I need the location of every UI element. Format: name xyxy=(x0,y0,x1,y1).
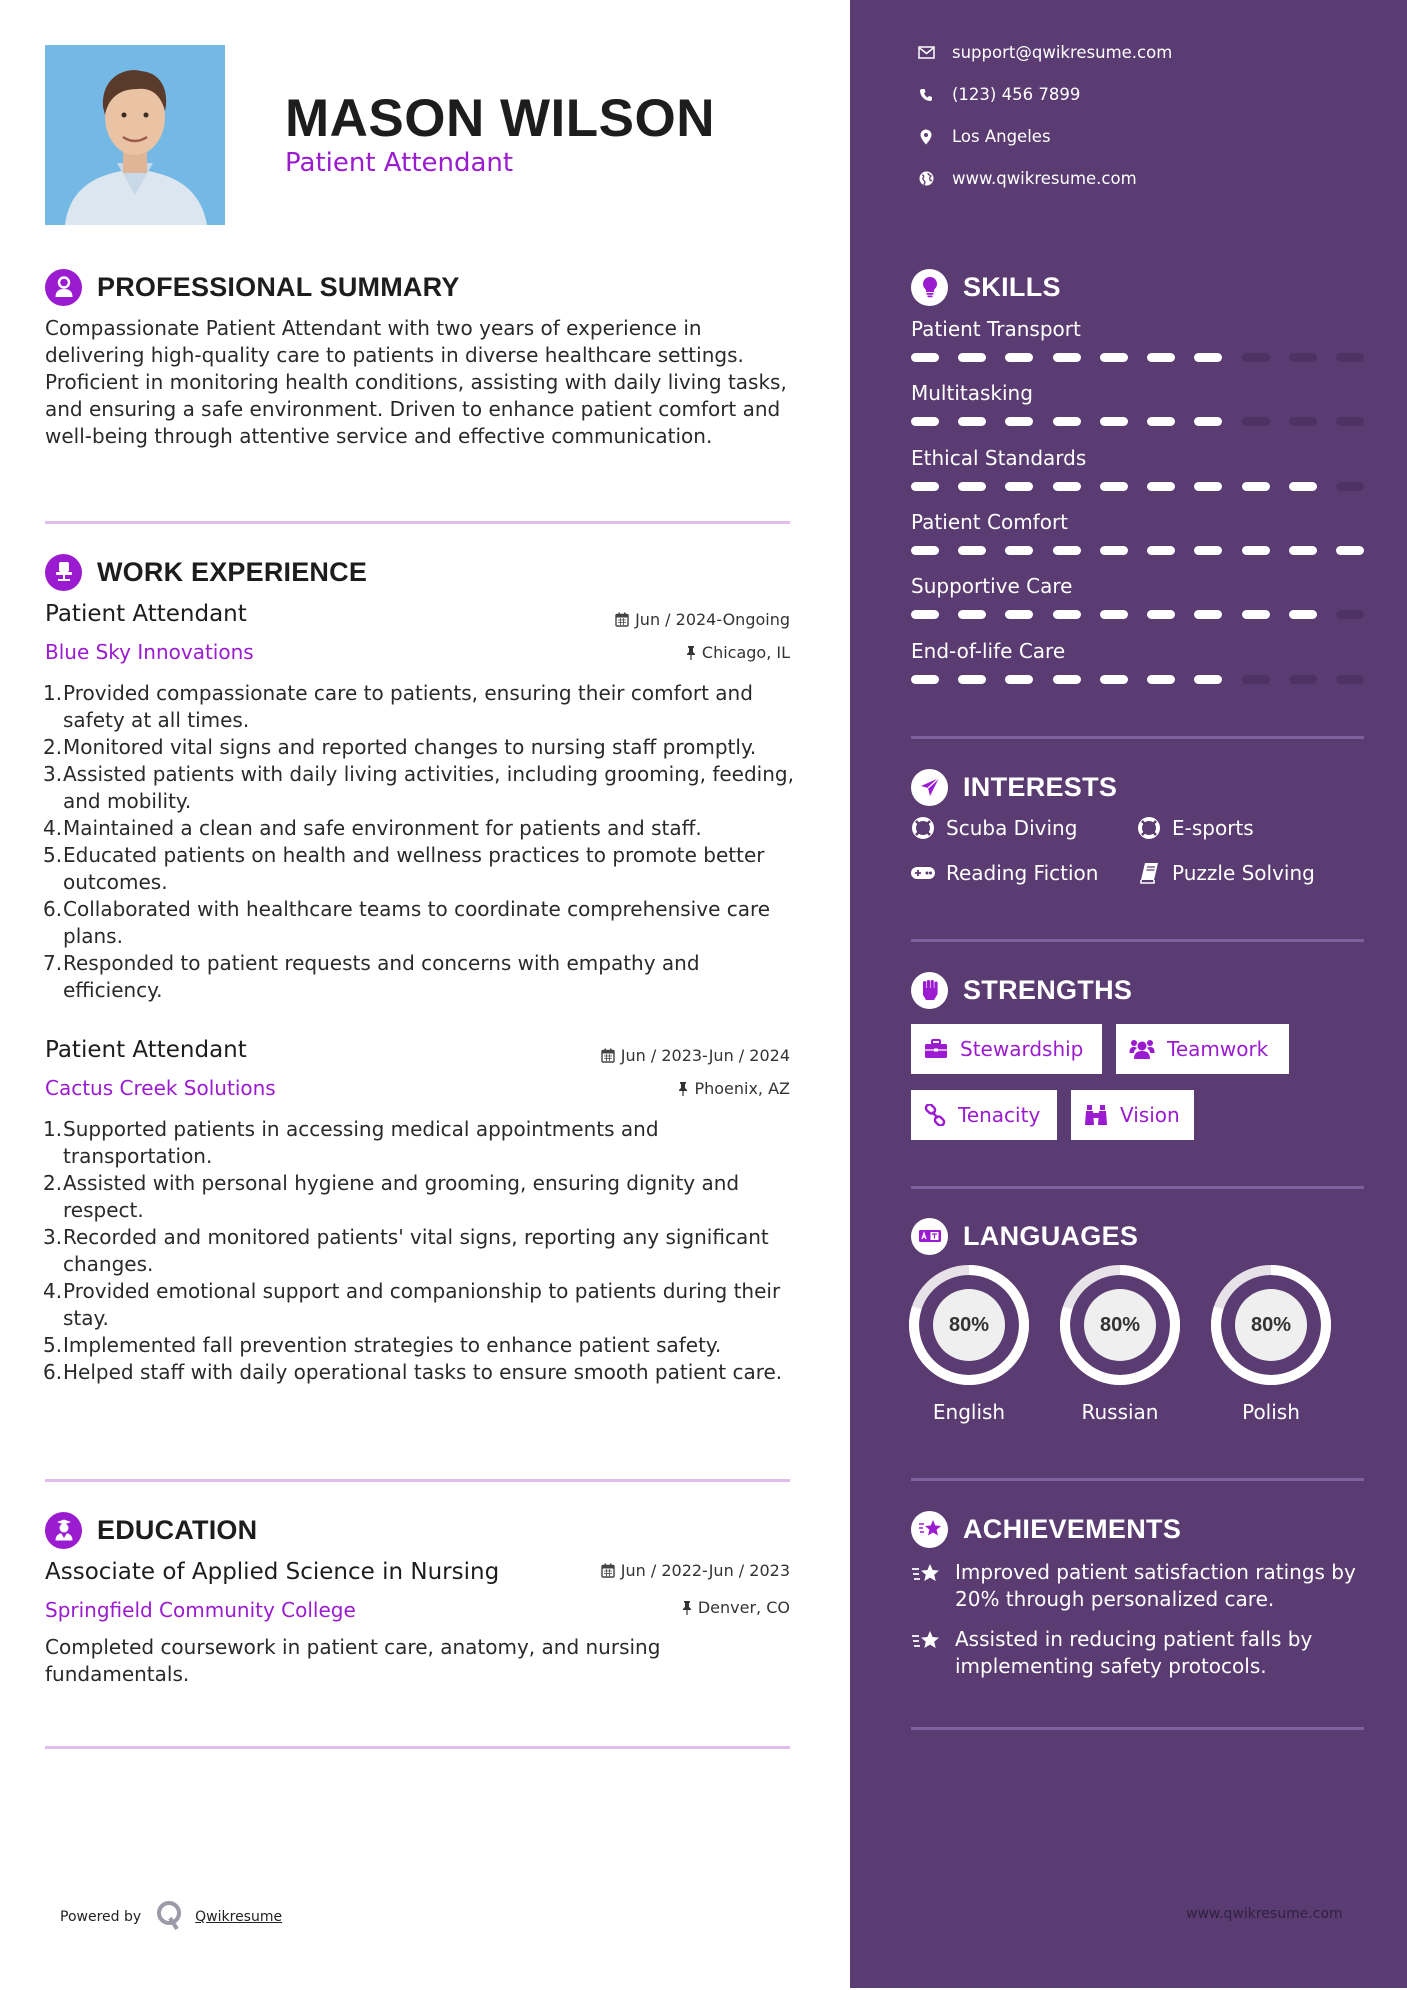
strength-tag: Vision xyxy=(1071,1090,1194,1140)
skill-meter xyxy=(911,546,1364,556)
contact-phone xyxy=(917,85,1080,104)
powered-by-label: Powered by xyxy=(60,1909,142,1925)
strength-tag: Tenacity xyxy=(911,1090,1057,1140)
skill-dash-filled xyxy=(1242,546,1270,555)
list-item: 6. Helped staff with daily operational tasks to ensure smooth patient care. xyxy=(43,1360,783,1384)
experience-heading xyxy=(45,553,367,591)
skill-dash-filled xyxy=(1100,546,1128,555)
skill-dash-filled xyxy=(1053,353,1081,362)
skill-dash-empty xyxy=(1336,675,1364,684)
skill-dash-filled xyxy=(1242,610,1270,619)
skill-dash-filled xyxy=(911,675,939,684)
skill-meter xyxy=(911,482,1364,492)
interest-item: Reading Fiction xyxy=(910,861,1098,885)
skill-dash-empty xyxy=(1289,675,1317,684)
skill-dash-filled xyxy=(1053,482,1081,491)
languages-heading xyxy=(911,1217,1138,1255)
section-divider xyxy=(45,1479,790,1482)
language-name: Polish xyxy=(1242,1400,1300,1424)
skill-dash-filled xyxy=(958,353,986,362)
language-progress-ring xyxy=(908,1264,1030,1386)
list-item: 1. Provided compassionate care to patients, ensuring their comfort and safety at all times. xyxy=(43,681,753,732)
interests-heading xyxy=(911,768,1117,806)
website-text[interactable]: www.qwikresume.com xyxy=(952,169,1137,188)
language-icon xyxy=(911,1218,948,1255)
skill-dash-filled xyxy=(958,482,986,491)
calendar-icon xyxy=(601,1048,615,1063)
degree-title: Associate of Applied Science in Nursing xyxy=(45,1559,500,1585)
skill-dash-filled xyxy=(1194,417,1222,426)
skill-dash-filled xyxy=(911,353,939,362)
skill-dash-filled xyxy=(1194,353,1222,362)
job-location-text: Chicago, IL xyxy=(701,643,790,662)
skill-dash-filled xyxy=(911,610,939,619)
language-name: English xyxy=(932,1400,1006,1424)
binoculars-icon xyxy=(1084,1104,1108,1126)
strengths-heading xyxy=(911,971,1132,1009)
skill-meter xyxy=(911,353,1364,363)
email-text[interactable]: support@qwikresume.com xyxy=(952,43,1173,62)
skill-dash-filled xyxy=(1053,417,1081,426)
list-item: 2. Monitored vital signs and reported changes to nursing staff promptly. xyxy=(43,735,757,759)
section-divider xyxy=(911,1727,1364,1730)
skill-dash-empty xyxy=(1242,417,1270,426)
skill-dash-filled xyxy=(1194,482,1222,491)
qwikresume-link[interactable]: Qwikresume xyxy=(195,1909,283,1925)
language-item xyxy=(1058,1264,1182,1424)
paper-plane-icon xyxy=(911,769,948,806)
interest-item: Scuba Diving xyxy=(910,816,1077,840)
pushpin-icon xyxy=(686,645,696,660)
strength-tag: Teamwork xyxy=(1116,1024,1289,1074)
language-item xyxy=(907,1264,1031,1424)
skill-dash-filled xyxy=(1194,675,1222,684)
life-ring-icon xyxy=(910,817,936,839)
link-icon xyxy=(924,1104,946,1126)
education-title: EDUCATION xyxy=(97,1514,258,1545)
skill-dash-filled xyxy=(1242,482,1270,491)
users-icon xyxy=(1129,1038,1155,1060)
summary-text: Compassionate Patient Attendant with two years of experience in delivering high-quality care to patients in diverse healthcare settings. Proficient in monitoring health conditions, assisting with daily living tasks, and ensuring a safe environment. Driven to enhance patient comfort and well-being through attentive service and effective communication. xyxy=(45,316,787,448)
calendar-icon xyxy=(601,1563,615,1578)
school-name: Springfield Community College xyxy=(45,1598,356,1622)
contact-website xyxy=(917,169,1137,188)
shooting-star-icon xyxy=(911,1511,948,1548)
interest-item: E-sports xyxy=(1136,816,1254,840)
job-dates-text: Jun / 2024-Ongoing xyxy=(635,610,790,629)
skill-dash-filled xyxy=(1100,353,1128,362)
list-item: 4. Provided emotional support and companionship to patients during their stay. xyxy=(43,1279,781,1330)
skill-dash-filled xyxy=(1289,482,1317,491)
skill-dash-filled xyxy=(1005,675,1033,684)
skill-dash-filled xyxy=(1100,610,1128,619)
language-percent: 80% xyxy=(948,1313,990,1336)
list-item: 3. Recorded and monitored patients' vital signs, reporting any significant changes. xyxy=(43,1225,769,1276)
education-heading xyxy=(45,1511,257,1549)
summary-heading xyxy=(45,268,460,306)
life-ring-icon xyxy=(1136,817,1162,839)
graduate-icon xyxy=(45,1512,82,1549)
skill-dash-empty xyxy=(1242,675,1270,684)
list-item: 3. Assisted patients with daily living activities, including grooming, feeding, and mobility. xyxy=(43,762,794,813)
skill-dash-empty xyxy=(1289,353,1317,362)
company-name: Blue Sky Innovations xyxy=(45,640,254,664)
achievement-item: Assisted in reducing patient falls by implementing safety protocols. xyxy=(911,1626,1371,1680)
skill-dash-filled xyxy=(958,546,986,555)
skill-dash-filled xyxy=(1005,353,1033,362)
language-item xyxy=(1209,1264,1333,1424)
skill-dash-empty xyxy=(1289,417,1317,426)
candidate-name: MASON WILSON xyxy=(285,89,715,148)
shooting-star-icon xyxy=(911,1626,941,1680)
skill-dash-filled xyxy=(1005,546,1033,555)
skill-dash-filled xyxy=(1147,546,1175,555)
skill-dash-filled xyxy=(1194,546,1222,555)
section-divider xyxy=(911,939,1364,942)
office-chair-icon xyxy=(45,554,82,591)
section-divider xyxy=(911,736,1364,739)
section-divider xyxy=(911,1186,1364,1189)
language-progress-ring xyxy=(1059,1264,1181,1386)
book-icon xyxy=(1136,862,1162,884)
skill-dash-filled xyxy=(1053,546,1081,555)
skill-meter xyxy=(911,610,1364,620)
skill-dash-filled xyxy=(1289,610,1317,619)
gamepad-icon xyxy=(910,865,936,881)
shooting-star-icon xyxy=(911,1559,941,1613)
user-icon xyxy=(45,269,82,306)
section-divider xyxy=(45,1746,790,1749)
contact-email xyxy=(917,43,1172,62)
skill-dash-filled xyxy=(1147,417,1175,426)
achievements-heading xyxy=(911,1510,1181,1548)
section-divider xyxy=(911,1478,1364,1481)
calendar-icon xyxy=(615,612,629,627)
strengths-title: STRENGTHS xyxy=(963,974,1133,1005)
job-title: Patient Attendant xyxy=(45,1037,247,1063)
powered-by xyxy=(60,1900,282,1934)
skill-dash-filled xyxy=(911,417,939,426)
section-divider xyxy=(45,521,790,524)
skill-dash-filled xyxy=(958,675,986,684)
lightbulb-icon xyxy=(911,269,948,306)
skill-name: Patient Comfort xyxy=(911,510,1069,534)
job-responsibilities xyxy=(45,680,795,1004)
skill-dash-empty xyxy=(1336,417,1364,426)
skill-dash-filled xyxy=(1005,482,1033,491)
language-progress-ring xyxy=(1210,1264,1332,1386)
skill-dash-filled xyxy=(1336,546,1364,555)
skill-dash-empty xyxy=(1336,482,1364,491)
skill-dash-filled xyxy=(1147,675,1175,684)
job-responsibilities xyxy=(45,1116,795,1386)
skill-dash-filled xyxy=(911,482,939,491)
language-percent: 80% xyxy=(1250,1313,1292,1336)
skill-dash-filled xyxy=(1100,417,1128,426)
skill-dash-filled xyxy=(1053,675,1081,684)
job-location xyxy=(686,643,790,662)
envelope-icon xyxy=(917,46,935,59)
interests-title: INTERESTS xyxy=(963,771,1118,802)
list-item: 2. Assisted with personal hygiene and grooming, ensuring dignity and respect. xyxy=(43,1171,740,1222)
skill-name: Ethical Standards xyxy=(911,446,1087,470)
skill-dash-filled xyxy=(958,610,986,619)
list-item: 1. Supported patients in accessing medical appointments and transportation. xyxy=(43,1117,659,1168)
skill-dash-filled xyxy=(1100,675,1128,684)
skill-dash-filled xyxy=(1005,610,1033,619)
skill-meter xyxy=(911,675,1364,685)
experience-title: WORK EXPERIENCE xyxy=(97,556,368,587)
strength-tag: Stewardship xyxy=(911,1024,1102,1074)
person-photo-icon xyxy=(45,45,225,225)
skills-title: SKILLS xyxy=(963,271,1061,302)
skill-dash-filled xyxy=(1194,610,1222,619)
skill-name: End-of-life Care xyxy=(911,639,1066,663)
skill-dash-filled xyxy=(911,546,939,555)
contact-location xyxy=(917,127,1051,146)
pushpin-icon xyxy=(678,1081,688,1096)
list-item: 4. Maintained a clean and safe environment for patients and staff. xyxy=(43,816,702,840)
footer-url[interactable]: www.qwikresume.com xyxy=(1186,1906,1343,1922)
location-text: Los Angeles xyxy=(952,127,1051,146)
qwikresume-logo-icon xyxy=(155,1900,183,1934)
language-name: Russian xyxy=(1081,1400,1159,1424)
globe-icon xyxy=(917,171,935,186)
list-item: 7. Responded to patient requests and concerns with empathy and efficiency. xyxy=(43,951,700,1002)
phone-text[interactable]: (123) 456 7899 xyxy=(952,85,1081,104)
job-title: Patient Attendant xyxy=(45,601,247,627)
candidate-title: Patient Attendant xyxy=(285,148,514,178)
skill-dash-filled xyxy=(1147,353,1175,362)
skill-dash-filled xyxy=(958,417,986,426)
skill-dash-filled xyxy=(1053,610,1081,619)
education-location xyxy=(682,1598,790,1617)
skill-dash-filled xyxy=(1005,417,1033,426)
skill-name: Multitasking xyxy=(911,381,1033,405)
map-marker-icon xyxy=(917,129,935,145)
phone-icon xyxy=(917,88,935,102)
achievement-item: Improved patient satisfaction ratings by 20% through personalized care. xyxy=(911,1559,1371,1613)
languages-title: LANGUAGES xyxy=(963,1220,1139,1251)
list-item: 5. Educated patients on health and wellness practices to promote better outcomes. xyxy=(43,843,765,894)
job-dates xyxy=(601,1046,790,1065)
skill-name: Supportive Care xyxy=(911,574,1073,598)
skill-dash-filled xyxy=(1100,482,1128,491)
education-description: Completed coursework in patient care, anatomy, and nursing fundamentals. xyxy=(45,1635,661,1686)
pushpin-icon xyxy=(682,1600,692,1615)
job-dates-text: Jun / 2023-Jun / 2024 xyxy=(620,1046,790,1065)
skill-dash-filled xyxy=(1147,610,1175,619)
skill-dash-filled xyxy=(1289,546,1317,555)
skill-dash-filled xyxy=(1147,482,1175,491)
achievements-title: ACHIEVEMENTS xyxy=(963,1513,1182,1544)
sidebar xyxy=(850,0,1407,1988)
education-dates-text: Jun / 2022-Jun / 2023 xyxy=(620,1561,790,1580)
skills-heading xyxy=(911,268,1061,306)
list-item: 6. Collaborated with healthcare teams to coordinate comprehensive care plans. xyxy=(43,897,771,948)
skill-dash-empty xyxy=(1242,353,1270,362)
briefcase-icon xyxy=(924,1039,948,1059)
education-location-text: Denver, CO xyxy=(697,1598,790,1617)
skill-dash-empty xyxy=(1336,610,1364,619)
skill-dash-empty xyxy=(1336,353,1364,362)
company-name: Cactus Creek Solutions xyxy=(45,1076,276,1100)
job-location-text: Phoenix, AZ xyxy=(694,1079,790,1098)
list-item: 5. Implemented fall prevention strategies to enhance patient safety. xyxy=(43,1333,722,1357)
skill-name: Patient Transport xyxy=(911,317,1081,341)
fist-icon xyxy=(911,972,948,1009)
profile-photo xyxy=(45,45,225,225)
language-percent: 80% xyxy=(1099,1313,1141,1336)
job-dates xyxy=(615,610,790,629)
summary-title: PROFESSIONAL SUMMARY xyxy=(97,271,460,302)
interest-item: Puzzle Solving xyxy=(1136,861,1315,885)
job-location xyxy=(678,1079,790,1098)
education-dates xyxy=(601,1561,790,1580)
skill-meter xyxy=(911,417,1364,427)
